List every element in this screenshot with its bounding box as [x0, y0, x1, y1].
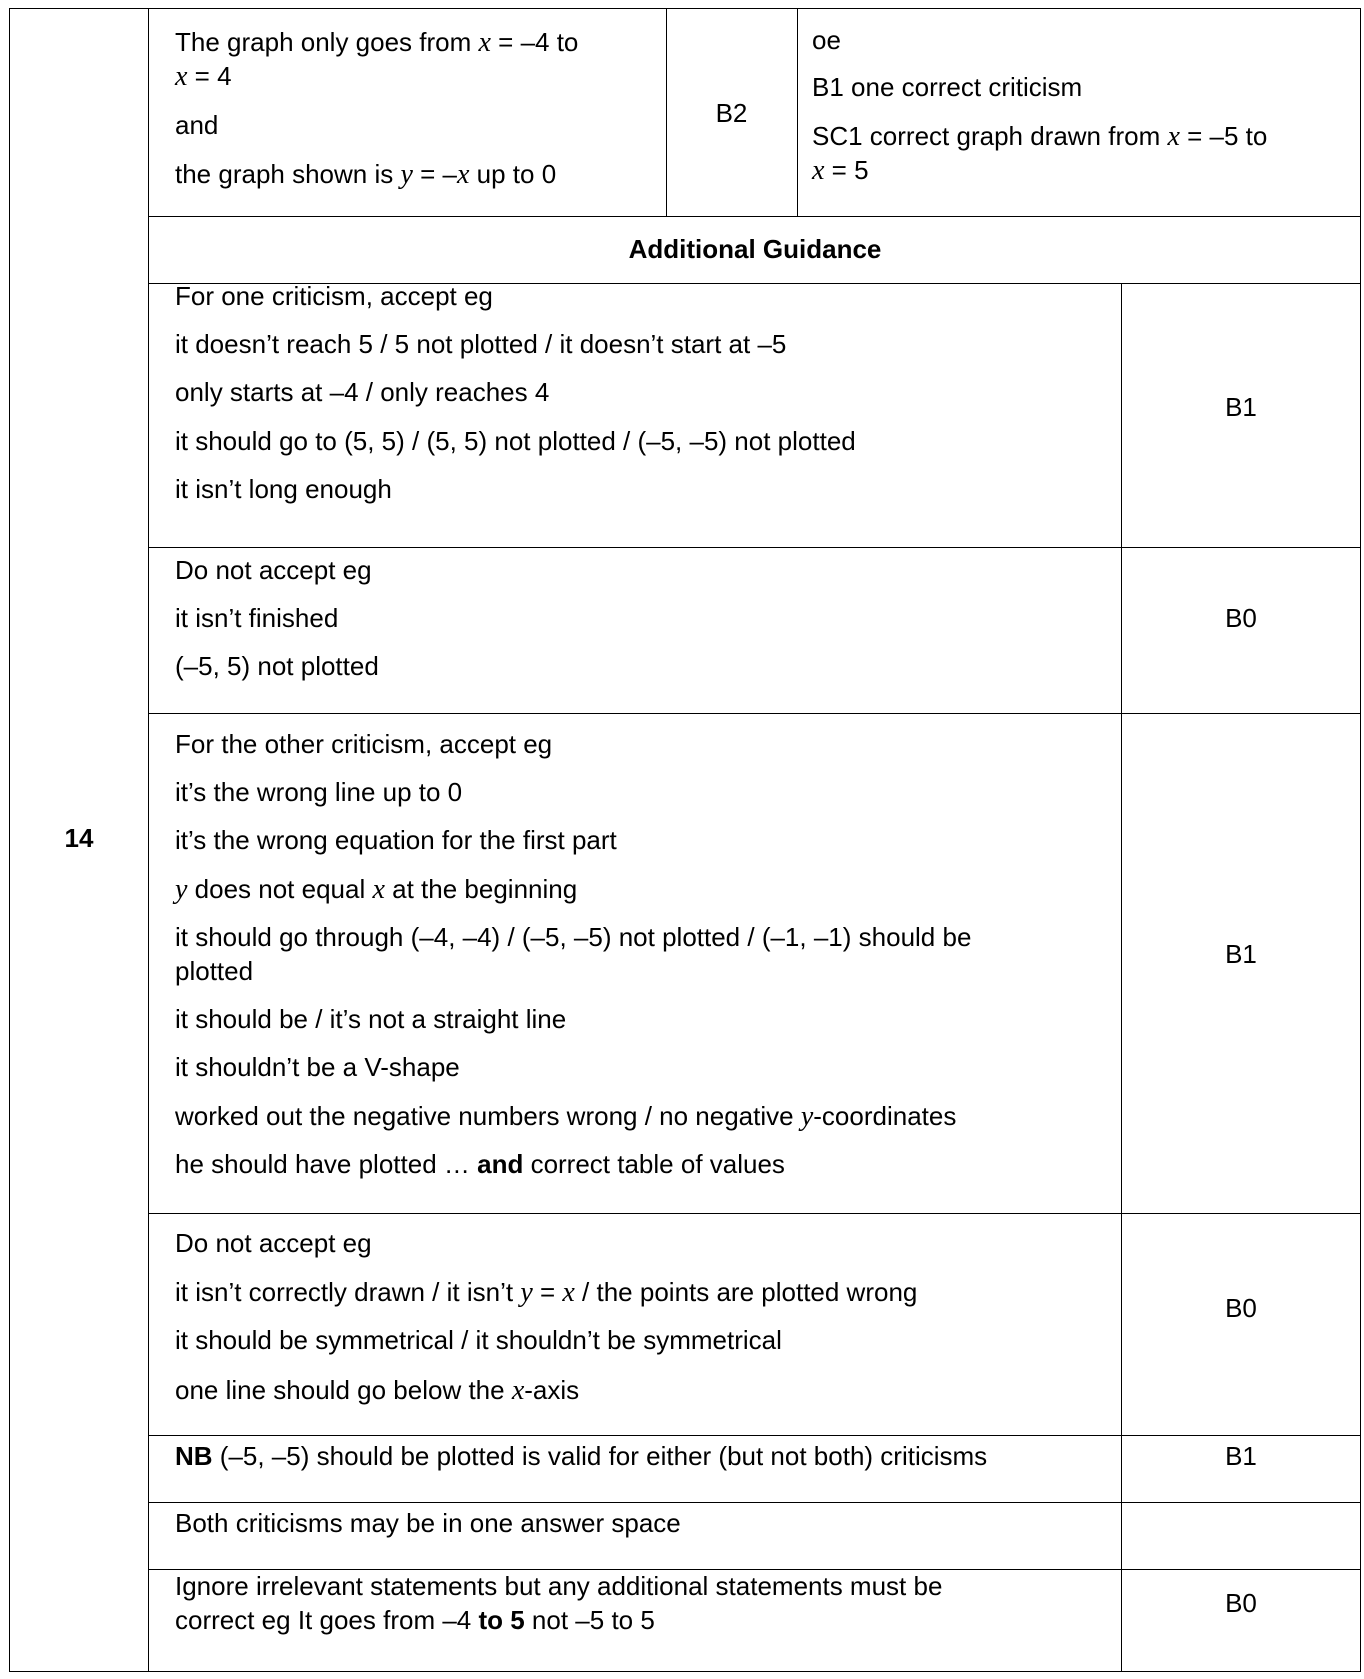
guidance-mark: B0	[1225, 1293, 1257, 1323]
guidance-line: worked out the negative numbers wrong / no negative y-coordinates	[175, 1101, 957, 1132]
row-divider	[148, 1502, 1361, 1503]
guidance-line: it should go to (5, 5) / (5, 5) not plotted / (–5, –5) not plotted	[175, 426, 856, 456]
guidance-line: NB (–5, –5) should be plotted is valid for either (but not both) criticisms	[175, 1441, 988, 1471]
guidance-line: one line should go below the x-axis	[175, 1375, 580, 1406]
guidance-line: it should go through (–4, –4) / (–5, –5) not plotted / (–1, –1) should be	[175, 922, 972, 952]
guidance-line: For one criticism, accept eg	[175, 281, 493, 311]
guidance-line: it should be / it’s not a straight line	[175, 1004, 567, 1034]
math-variable: y	[175, 874, 188, 905]
guidance-line: it isn’t finished	[175, 603, 339, 633]
additional-guidance-heading: Additional Guidance	[628, 234, 882, 264]
guidance-mark: B1	[1225, 939, 1257, 969]
comment-line: SC1 correct graph drawn from x = –5 to	[812, 121, 1268, 152]
answer-line: x = 4	[175, 61, 232, 92]
comment-line: x = 5	[812, 155, 869, 186]
math-variable: x	[812, 155, 825, 186]
math-variable: x	[175, 61, 188, 92]
row-divider	[148, 1435, 1361, 1436]
math-variable: y	[800, 1101, 814, 1132]
answer-mark: B2	[715, 98, 748, 128]
mark-comments-divider	[797, 8, 798, 217]
row-divider	[148, 547, 1361, 548]
guidance-line: it doesn’t reach 5 / 5 not plotted / it doesn’t start at –5	[175, 329, 787, 359]
row-divider	[148, 216, 1361, 217]
guidance-line: it isn’t correctly drawn / it isn’t y = x / the points are plotted wrong	[175, 1277, 918, 1308]
math-variable: x	[1167, 121, 1180, 152]
math-variable: y	[520, 1277, 533, 1308]
bold-text: to 5	[478, 1605, 525, 1635]
guidance-mark: B0	[1225, 603, 1257, 633]
math-variable: x	[372, 874, 385, 905]
bold-text: and	[477, 1149, 524, 1179]
guidance-line: Ignore irrelevant statements but any additional statements must be	[175, 1571, 943, 1601]
guidance-line: he should have plotted … and correct table of values	[175, 1149, 785, 1179]
row-divider	[148, 713, 1361, 714]
guidance-line: y does not equal x at the beginning	[175, 874, 578, 905]
comment-line: B1 one correct criticism	[812, 72, 1083, 102]
guidance-mark: B0	[1225, 1588, 1257, 1618]
math-variable: y	[400, 159, 413, 190]
math-variable: x	[478, 27, 491, 58]
guidance-line: Do not accept eg	[175, 555, 372, 585]
guidance-line: it’s the wrong equation for the first part	[175, 825, 617, 855]
comment-line: oe	[812, 25, 841, 55]
answer-line: the graph shown is y = –x up to 0	[175, 159, 557, 190]
guidance-line: plotted	[175, 956, 254, 986]
bold-text: NB	[175, 1441, 213, 1471]
guidance-mark: B1	[1225, 392, 1257, 422]
guidance-line: Both criticisms may be in one answer space	[175, 1508, 681, 1538]
guidance-line: correct eg It goes from –4 to 5 not –5 to 5	[175, 1605, 655, 1635]
guidance-line: (–5, 5) not plotted	[175, 651, 379, 681]
row-divider	[148, 1213, 1361, 1214]
guidance-line: Do not accept eg	[175, 1228, 372, 1258]
guidance-mark: B1	[1225, 1441, 1257, 1471]
question-number: 14	[64, 823, 94, 853]
math-variable: x	[457, 159, 470, 190]
guidance-line: it’s the wrong line up to 0	[175, 777, 463, 807]
answer-line: and	[175, 110, 219, 140]
math-variable: x	[511, 1375, 525, 1406]
guidance-line: For the other criticism, accept eg	[175, 729, 553, 759]
math-variable: x	[562, 1277, 575, 1308]
guidance-line: only starts at –4 / only reaches 4	[175, 377, 550, 407]
guidance-line: it should be symmetrical / it shouldn’t be symmetrical	[175, 1325, 782, 1355]
guidance-line: it isn’t long enough	[175, 474, 392, 504]
guidance-line: it shouldn’t be a V-shape	[175, 1052, 460, 1082]
answer-line: The graph only goes from x = –4 to	[175, 27, 579, 58]
